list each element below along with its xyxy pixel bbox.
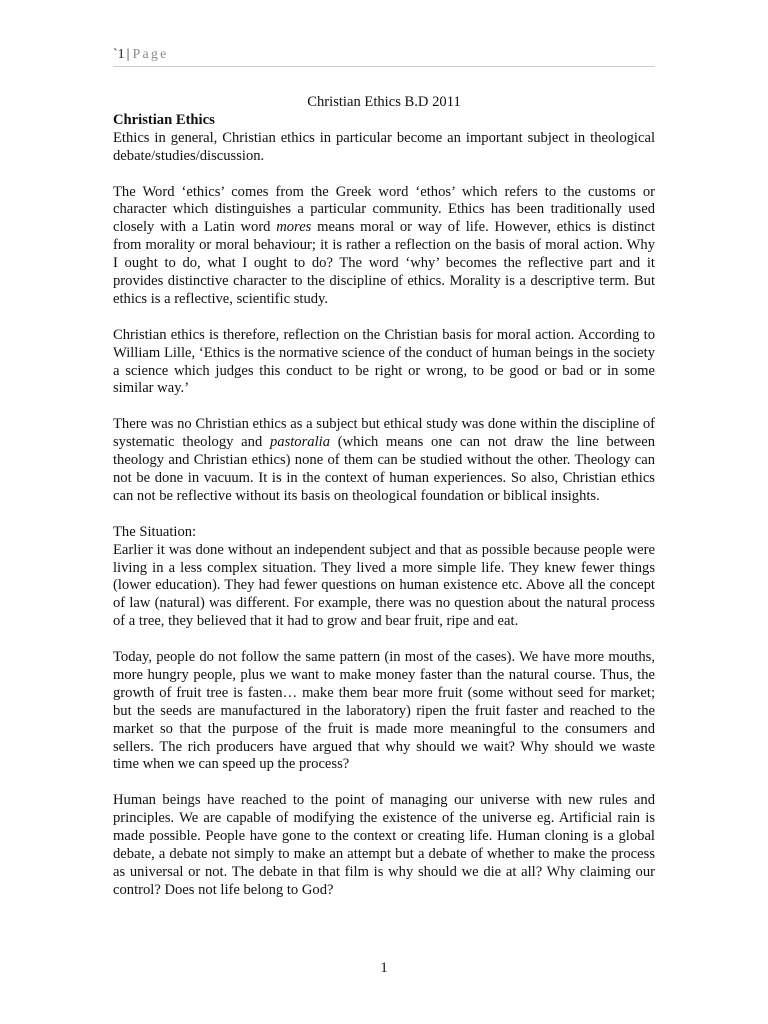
- situation-heading: The Situation:: [113, 523, 197, 540]
- document-body: [113, 94, 655, 900]
- para3-italic-term: pastoralia: [269, 434, 330, 451]
- para1-text-after: means moral or way of life. However, ethics is distinct from morality or moral behaviour; it is rather a reflection on the basis of moral action. Why I ought to do, what I ought to do? The word ‘why’ becomes the reflective part and it provides distinctive character to the discipline of ethics. Morality is a descriptive term. But ethics is a reflective, scientific study.: [113, 219, 656, 307]
- situation-paragraph: Earlier it was done without an independent subject and that as possible because people were living in a less complex situation. They lived a more simple life. They knew fewer things (lower education). They had fewer questions on human existence etc. Above all the concept of law (natural) was different. For example, there was no question about the natural process of a tree, they believed that it had to grow and bear fruit, ripe and eat.: [113, 541, 655, 630]
- header-page-number: `1: [113, 47, 125, 62]
- section-heading: Christian Ethics: [113, 111, 215, 128]
- header-separator: |: [126, 47, 130, 62]
- document-title: Christian Ethics B.D 2011: [307, 94, 461, 110]
- para3-text-after: (which means one can not draw the line between theology and Christian ethics) none of them can be studied without the other. Theology can not be done in vacuum. It is in the context of human experiences. So also, Christian ethics can not be reflective without its basis on theological foundation or biblical insights.: [113, 434, 655, 504]
- today-paragraph: Today, people do not follow the same pattern (in most of the cases). We have more mouths, more hungry people, plus we want to make money faster than the natural course. Thus, the growth of fruit tree is fasten… make them bear more fruit (some without seed for market; but the seeds are manufactured in the laboratory) ripen the fruit faster and reached to the market so that the purpose of the fruit is made more meaningful to the consumers and sellers. The rich producers have argued that why should we wait? Why should we waste time when we can speed up the process?: [113, 649, 655, 773]
- para3-text-before: There was no Christian ethics as a subject but ethical study was done within the discipline of systematic theology and: [113, 416, 655, 451]
- human-beings-paragraph: Human beings have reached to the point of managing our universe with new rules and principles. We are capable of modifying the existence of the universe eg. Artificial rain is made possible. People have gone to the context or creating life. Human cloning is a global debate, a debate not simply to make an attempt but a debate of whether to make the process as universal or not. The debate in that film is why should we die at all? Why claiming our control? Does not life belong to God?: [113, 792, 655, 898]
- theology-paragraph: [113, 416, 655, 506]
- intro-paragraph: Ethics in general, Christian ethics in particular become an important subject in theological debate/studies/discussion.: [113, 129, 655, 164]
- header-page-label: Page: [132, 47, 169, 62]
- para1-italic-term: mores: [276, 219, 312, 236]
- page-footer-number: 1: [380, 960, 388, 976]
- ethics-definition-paragraph: [113, 184, 655, 309]
- christian-ethics-paragraph: Christian ethics is therefore, reflection on the Christian basis for moral action. According to William Lille, ‘Ethics is the normative science of the conduct of human beings in the society a science which judges this conduct to be right or wrong, to be good or bad or in some similar way.’: [113, 326, 655, 397]
- page-header: [113, 46, 655, 67]
- para1-text-before: The Word ‘ethics’ comes from the Greek word ‘ethos’ which refers to the customs or character which distinguishes a particular community. Ethics has been traditionally used closely with a Latin word: [113, 183, 655, 236]
